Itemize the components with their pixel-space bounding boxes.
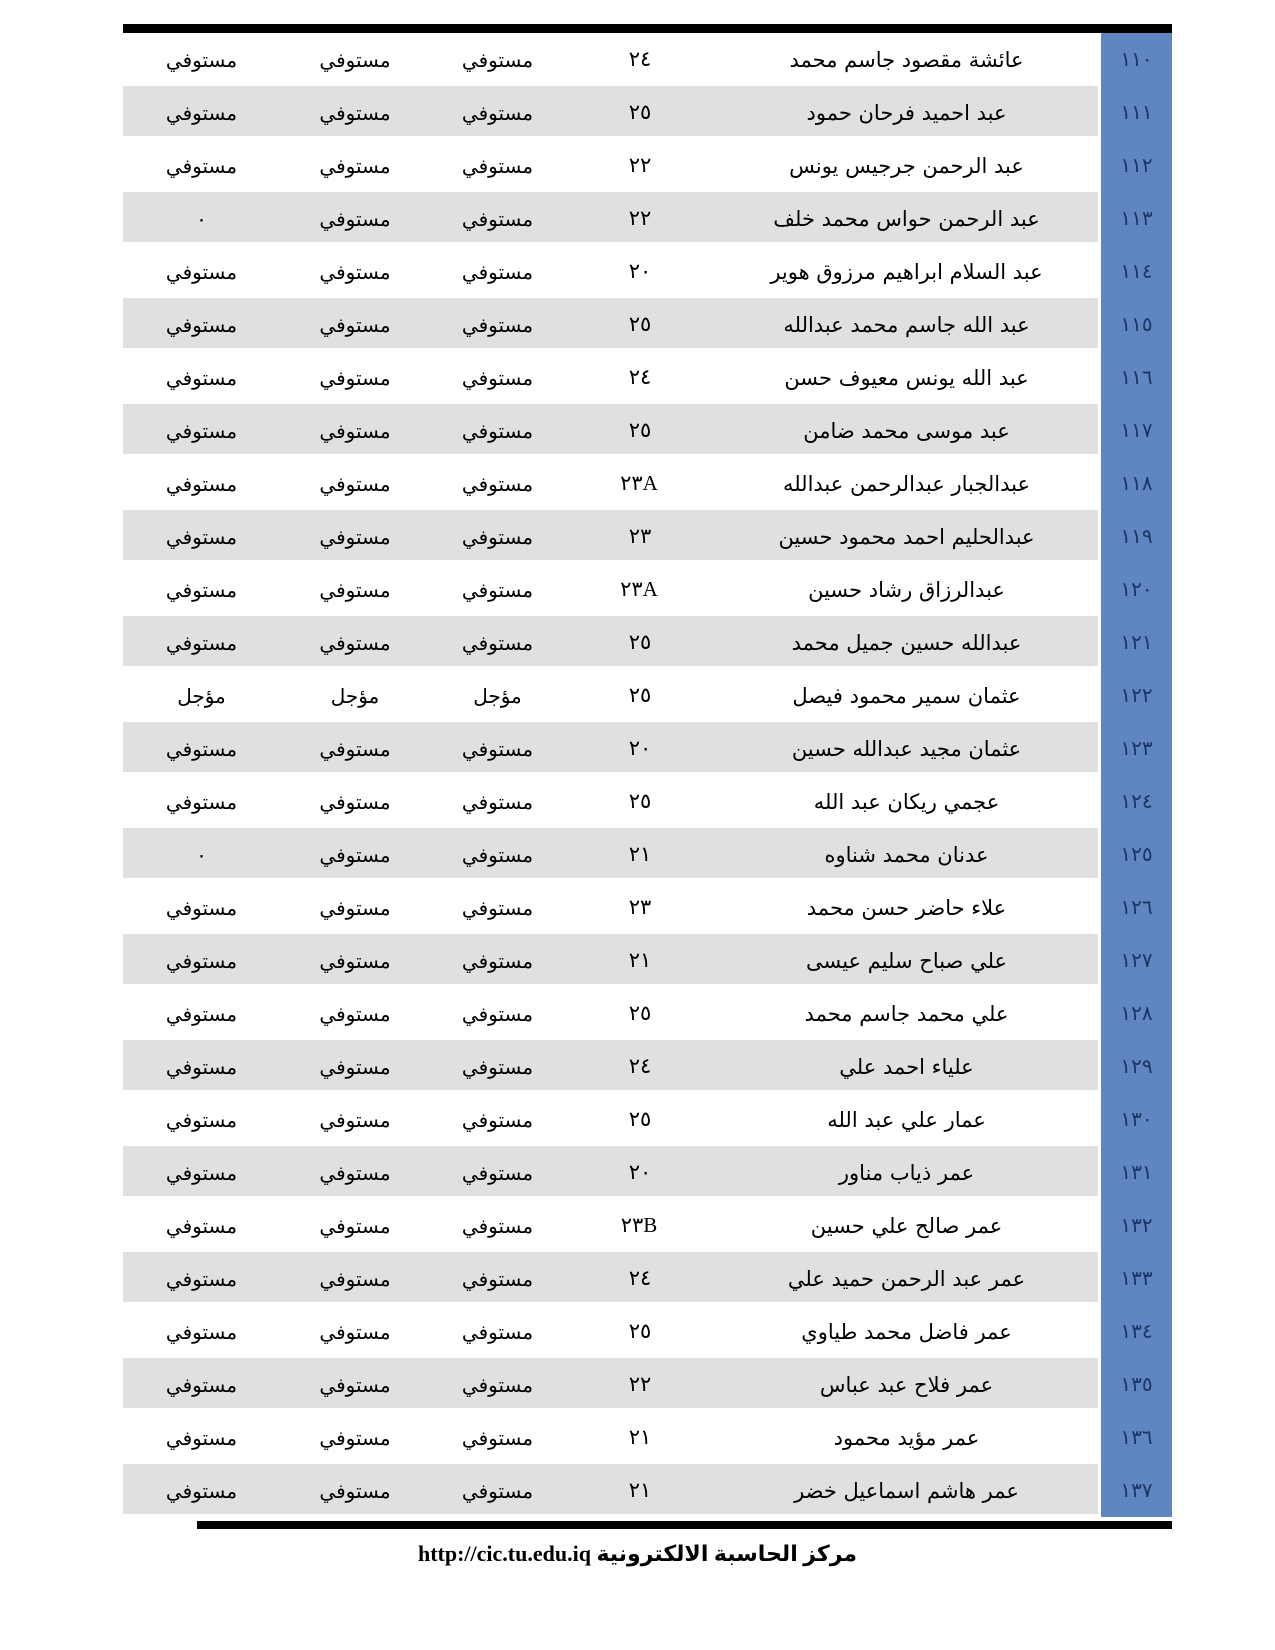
table-row <box>123 1040 1172 1093</box>
student-name-cell: عمر مؤيد محمود <box>833 1425 980 1450</box>
status-cell-left: مستوفي <box>165 1213 238 1238</box>
student-name-cell: عجمي ريكان عبد الله <box>813 789 1000 814</box>
age-cell: ٢٥ <box>628 1107 652 1131</box>
status-cell-right: مستوفي <box>461 895 534 920</box>
table-row <box>123 775 1172 828</box>
student-name-cell: عائشة مقصود جاسم محمد <box>789 47 1024 72</box>
table-top-border <box>123 24 1172 33</box>
row-index-cell: ١٣٥ <box>1098 1358 1172 1411</box>
status-cell-left: مستوفي <box>165 259 238 284</box>
age-cell: ٢٤ <box>565 1040 715 1093</box>
table-row <box>123 245 1172 298</box>
age-cell: ٢٤ <box>565 1252 715 1305</box>
status-cell-left: مؤجل <box>177 683 226 708</box>
row-index-cell: ١٣٦ <box>1098 1411 1172 1464</box>
table-row <box>123 881 1172 934</box>
age-cell: ٢٥ <box>565 298 715 351</box>
age-cell: ٢٤ <box>628 47 652 71</box>
status-cell-left: ٠ <box>123 828 280 881</box>
table-row <box>123 828 1172 881</box>
status-cell-middle: مستوفي <box>280 298 430 351</box>
status-cell-right: مستوفي <box>430 616 565 669</box>
status-cell-middle: مستوفي <box>280 1358 430 1411</box>
status-cell-middle: مستوفي <box>280 934 430 987</box>
status-cell-middle: مستوفي <box>280 86 430 139</box>
row-index-cell: ١٢٨ <box>1098 987 1172 1040</box>
status-cell-left: مستوفي <box>123 1252 280 1305</box>
status-cell-left: مستوفي <box>123 1464 280 1517</box>
table-row <box>123 563 1172 616</box>
status-cell-left: مستوفي <box>165 365 238 390</box>
student-name-cell: عمر عبد الرحمن حميد علي <box>715 1252 1098 1305</box>
status-cell-right: مستوفي <box>430 1040 565 1093</box>
status-cell-right: مستوفي <box>430 722 565 775</box>
student-name-cell: علاء حاضر حسن محمد <box>806 895 1007 920</box>
status-cell-right: مستوفي <box>461 1319 534 1344</box>
status-cell-middle: مستوفي <box>319 895 391 920</box>
row-index-cell: ١٢٩ <box>1098 1040 1172 1093</box>
row-index-cell: ١٢٥ <box>1098 828 1172 881</box>
status-cell-right: مستوفي <box>430 1358 565 1411</box>
age-cell: ٢١ <box>628 1425 652 1449</box>
table-row <box>123 1199 1172 1252</box>
age-cell: ٢٠ <box>628 259 652 283</box>
status-cell-right: مستوفي <box>461 789 534 814</box>
row-index-cell: ١٣٣ <box>1098 1252 1172 1305</box>
age-cell: ٢٥ <box>565 404 715 457</box>
status-cell-middle: مؤجل <box>330 683 380 708</box>
row-index-cell: ١٢١ <box>1098 616 1172 669</box>
student-name-cell: عبد موسى محمد ضامن <box>715 404 1098 457</box>
student-name-cell: علياء احمد علي <box>715 1040 1098 1093</box>
table-row <box>123 1305 1172 1358</box>
status-cell-left: مستوفي <box>123 934 280 987</box>
age-cell: ٢٥ <box>628 1001 652 1025</box>
status-cell-middle: مستوفي <box>319 153 391 178</box>
table-row <box>123 616 1172 669</box>
student-name-cell: علي محمد جاسم محمد <box>804 1001 1009 1026</box>
row-index-cell: ١٣١ <box>1098 1146 1172 1199</box>
table-bottom-border <box>197 1521 1172 1529</box>
status-cell-middle: مستوفي <box>280 1252 430 1305</box>
status-cell-middle: مستوفي <box>280 616 430 669</box>
status-cell-middle: مستوفي <box>319 1213 391 1238</box>
row-index-cell: ١١٥ <box>1098 298 1172 351</box>
table-row <box>123 722 1172 775</box>
student-name-cell: عبد الله جاسم محمد عبدالله <box>715 298 1098 351</box>
student-name-cell: عبد السلام ابراهيم مرزوق هوير <box>770 259 1043 284</box>
status-cell-middle: مستوفي <box>319 47 391 72</box>
status-cell-left: مستوفي <box>165 1001 238 1026</box>
student-name-cell: عبد الرحمن حواس محمد خلف <box>715 192 1098 245</box>
student-name-cell: عثمان سمير محمود فيصل <box>792 683 1021 708</box>
row-index-cell: ١٢٣ <box>1098 722 1172 775</box>
table-row <box>123 33 1172 86</box>
student-name-cell: عبد الرحمن جرجيس يونس <box>789 153 1024 178</box>
age-cell: ٢٥ <box>628 683 652 707</box>
status-cell-right: مستوفي <box>461 471 534 496</box>
row-index-cell: ١٢٢ <box>1098 669 1172 722</box>
status-cell-left: مستوفي <box>123 298 280 351</box>
table-row <box>123 1411 1172 1464</box>
status-cell-middle: مستوفي <box>280 1146 430 1199</box>
status-cell-right: مؤجل <box>473 683 522 708</box>
status-cell-middle: مستوفي <box>319 471 391 496</box>
student-name-cell: عمر ذياب مناور <box>715 1146 1098 1199</box>
age-cell: ٢٤ <box>628 365 652 389</box>
age-cell: ٢٢ <box>565 1358 715 1411</box>
row-index-cell: ١٢٧ <box>1098 934 1172 987</box>
status-cell-right: مستوفي <box>461 153 534 178</box>
table-row <box>123 457 1172 510</box>
age-cell: ٢١ <box>565 934 715 987</box>
status-cell-left: مستوفي <box>165 1107 238 1132</box>
status-cell-right: مستوفي <box>461 577 534 602</box>
age-cell: ٢٥ <box>565 616 715 669</box>
row-index-cell: ١٣٢ <box>1098 1199 1172 1252</box>
status-cell-left: مستوفي <box>123 404 280 457</box>
age-cell: ٢٣A <box>620 577 660 601</box>
status-cell-middle: مستوفي <box>319 789 391 814</box>
row-index-cell: ١٢٤ <box>1098 775 1172 828</box>
table-row <box>123 1464 1172 1517</box>
table-rows <box>123 33 1172 1517</box>
row-index-cell: ١١٠ <box>1098 33 1172 86</box>
status-cell-left: مستوفي <box>165 153 238 178</box>
age-cell: ٢٣ <box>565 510 715 563</box>
student-status-table <box>123 24 1172 1529</box>
table-row <box>123 987 1172 1040</box>
table-row <box>123 669 1172 722</box>
status-cell-left: مستوفي <box>165 471 238 496</box>
row-index-cell: ١٣٠ <box>1098 1093 1172 1146</box>
student-name-cell: عبدالحليم احمد محمود حسين <box>715 510 1098 563</box>
status-cell-left: مستوفي <box>165 895 238 920</box>
status-cell-left: مستوفي <box>165 577 238 602</box>
row-index-cell: ١٣٤ <box>1098 1305 1172 1358</box>
status-cell-left: مستوفي <box>165 47 238 72</box>
student-name-cell: عمر فلاح عبد عباس <box>715 1358 1098 1411</box>
student-name-cell: عمر فاضل محمد طياوي <box>801 1319 1012 1344</box>
page-footer: مركز الحاسبة الالكترونية http://cic.tu.edu.iq <box>417 1541 858 1566</box>
status-cell-middle: مستوفي <box>319 1319 391 1344</box>
status-cell-left: مستوفي <box>123 616 280 669</box>
status-cell-right: مستوفي <box>461 1001 534 1026</box>
student-name-cell: عبد احميد فرحان حمود <box>715 86 1098 139</box>
row-index-cell: ١١٦ <box>1098 351 1172 404</box>
status-cell-right: مستوفي <box>430 404 565 457</box>
row-index-cell: ١١٨ <box>1098 457 1172 510</box>
student-name-cell: عثمان مجيد عبدالله حسين <box>715 722 1098 775</box>
status-cell-middle: مستوفي <box>319 365 391 390</box>
status-cell-middle: مستوفي <box>319 1425 391 1450</box>
status-cell-right: مستوفي <box>430 828 565 881</box>
table-row <box>123 1146 1172 1199</box>
row-index-cell: ١١٢ <box>1098 139 1172 192</box>
status-cell-middle: مستوفي <box>280 828 430 881</box>
status-cell-left: مستوفي <box>123 1040 280 1093</box>
age-cell: ٢٢ <box>628 153 652 177</box>
age-cell: ٢٣B <box>620 1213 660 1237</box>
table-row <box>123 298 1172 351</box>
table-row <box>123 139 1172 192</box>
status-cell-middle: مستوفي <box>280 510 430 563</box>
status-cell-left: مستوفي <box>123 1358 280 1411</box>
age-cell: ٢٥ <box>628 789 652 813</box>
student-name-cell: عبدالله حسين جميل محمد <box>715 616 1098 669</box>
row-index-cell: ١١٩ <box>1098 510 1172 563</box>
table-row <box>123 404 1172 457</box>
age-cell: ٢٥ <box>565 86 715 139</box>
row-index-cell: ١١٣ <box>1098 192 1172 245</box>
row-index-cell: ١١٧ <box>1098 404 1172 457</box>
age-cell: ٢٣ <box>628 895 652 919</box>
student-name-cell: علي صباح سليم عيسى <box>715 934 1098 987</box>
status-cell-right: مستوفي <box>461 365 534 390</box>
age-cell: ٢١ <box>565 828 715 881</box>
row-index-cell: ١١٤ <box>1098 245 1172 298</box>
table-row <box>123 1252 1172 1305</box>
status-cell-right: مستوفي <box>430 1464 565 1517</box>
table-row <box>123 1093 1172 1146</box>
status-cell-middle: مستوفي <box>280 404 430 457</box>
status-cell-middle: مستوفي <box>280 192 430 245</box>
status-cell-middle: مستوفي <box>319 1001 391 1026</box>
status-cell-middle: مستوفي <box>319 1107 391 1132</box>
student-name-cell: عدنان محمد شناوه <box>715 828 1098 881</box>
status-cell-left: مستوفي <box>123 722 280 775</box>
status-cell-left: مستوفي <box>165 789 238 814</box>
status-cell-right: مستوفي <box>430 86 565 139</box>
student-name-cell: عمر صالح علي حسين <box>810 1213 1003 1238</box>
student-name-cell: عمار علي عبد الله <box>827 1107 986 1132</box>
student-name-cell: عبدالجبار عبدالرحمن عبدالله <box>782 471 1031 496</box>
table-row <box>123 934 1172 987</box>
student-name-cell: عبدالرزاق رشاد حسين <box>808 577 1005 602</box>
row-index-cell: ١٢٠ <box>1098 563 1172 616</box>
student-name-cell: عبد الله يونس معيوف حسن <box>784 365 1029 390</box>
status-cell-right: مستوفي <box>461 1107 534 1132</box>
status-cell-right: مستوفي <box>461 47 534 72</box>
status-cell-left: مستوفي <box>123 86 280 139</box>
status-cell-right: مستوفي <box>430 510 565 563</box>
table-row <box>123 86 1172 139</box>
age-cell: ٢٠ <box>565 722 715 775</box>
status-cell-left: مستوفي <box>165 1319 238 1344</box>
status-cell-right: مستوفي <box>430 934 565 987</box>
status-cell-middle: مستوفي <box>280 1040 430 1093</box>
status-cell-right: مستوفي <box>430 1252 565 1305</box>
row-index-cell: ١١١ <box>1098 86 1172 139</box>
status-cell-right: مستوفي <box>461 1213 534 1238</box>
age-cell: ٢١ <box>565 1464 715 1517</box>
status-cell-right: مستوفي <box>430 298 565 351</box>
age-cell: ٢٥ <box>628 1319 652 1343</box>
status-cell-middle: مستوفي <box>280 722 430 775</box>
status-cell-left: ٠ <box>123 192 280 245</box>
table-row <box>123 351 1172 404</box>
status-cell-middle: مستوفي <box>319 577 391 602</box>
status-cell-right: مستوفي <box>461 1425 534 1450</box>
status-cell-right: مستوفي <box>430 1146 565 1199</box>
status-cell-right: مستوفي <box>461 259 534 284</box>
age-cell: ٢٠ <box>565 1146 715 1199</box>
table-row <box>123 192 1172 245</box>
table-row <box>123 1358 1172 1411</box>
student-name-cell: عمر هاشم اسماعيل خضر <box>715 1464 1098 1517</box>
row-index-cell: ١٣٧ <box>1098 1464 1172 1517</box>
status-cell-middle: مستوفي <box>319 259 391 284</box>
status-cell-right: مستوفي <box>430 192 565 245</box>
age-cell: ٢٣A <box>620 471 660 495</box>
status-cell-middle: مستوفي <box>280 1464 430 1517</box>
age-cell: ٢٢ <box>565 192 715 245</box>
table-row <box>123 510 1172 563</box>
status-cell-left: مستوفي <box>123 510 280 563</box>
status-cell-left: مستوفي <box>123 1146 280 1199</box>
row-index-cell: ١٢٦ <box>1098 881 1172 934</box>
status-cell-left: مستوفي <box>165 1425 238 1450</box>
